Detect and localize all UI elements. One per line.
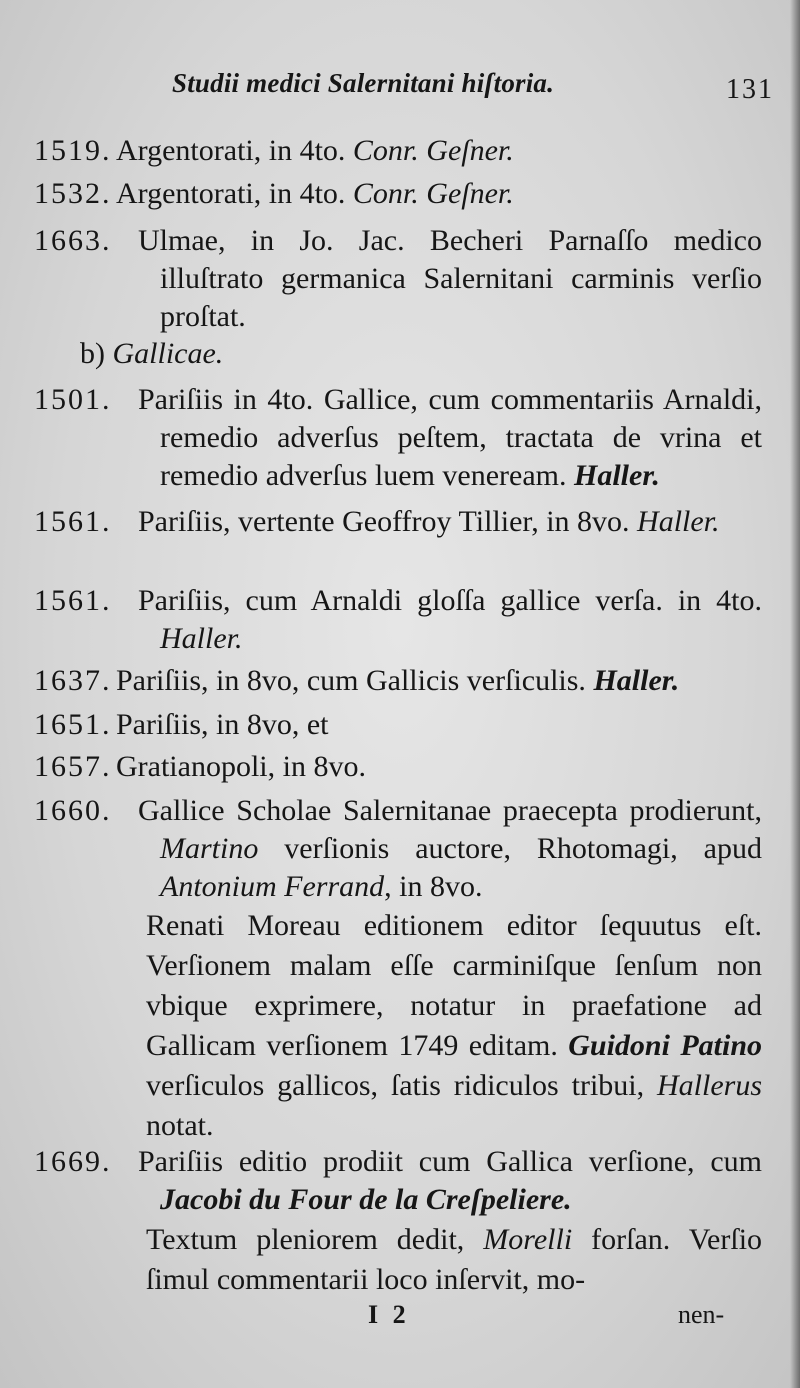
note-text: verſiculos gallicos, ſatis ridiculos tribui, [146, 1069, 645, 1102]
entry-text [116, 662, 762, 700]
note-text: forſan. Verſio ſimul commentarii loco inſervit, mo- [146, 1223, 763, 1296]
entry-body: Gratianopoli, in 8vo. [116, 750, 366, 783]
entry-citation: Haller. [637, 505, 720, 538]
entry-year: 1657. [34, 750, 112, 783]
entry-year: 1669. [34, 1145, 112, 1178]
note-person: Hallerus [657, 1069, 763, 1102]
entry-year: 1651. [34, 708, 112, 741]
entry-person: Jacobi du Four de la Creſpeliere. [160, 1183, 572, 1216]
entry-citation: Haller. [593, 664, 680, 697]
entry-text [116, 706, 762, 744]
entry-text [138, 1143, 762, 1219]
entry-citation: Conr. Geſner. [352, 134, 514, 167]
entry-body: Argentorati, in 4to. [116, 177, 346, 210]
entry-year: 1637. [34, 664, 112, 697]
entry-body: Pariſiis editio prodiit cum Gallica verſione, cum [138, 1145, 762, 1178]
entry-year: 1501. [34, 383, 112, 416]
entry-person: Antonium Ferrand [160, 870, 385, 903]
note-person: Morelli [483, 1223, 573, 1256]
section-label: b) [80, 337, 105, 370]
entry-citation: Haller. [574, 459, 660, 492]
entry-text [138, 582, 762, 658]
entry-year: 1660. [34, 794, 112, 827]
entry-text [116, 132, 762, 170]
entry-person: Martino [160, 832, 259, 865]
entry-text [116, 748, 762, 786]
entry-note [146, 906, 762, 1146]
page-footer [0, 1300, 800, 1340]
entry-year: 1519. [34, 134, 112, 167]
entry-text [138, 503, 762, 541]
entry-text [138, 381, 762, 495]
signature-mark: I 2 [368, 1300, 410, 1329]
entry-citation: Conr. Geſner. [352, 177, 514, 210]
entry-body: Pariſiis in 4to. Gallice, cum commentariis Arnaldi, remedio adverſus peſtem, tractata de vrina et remedio adverſus luem veneream. [138, 383, 762, 492]
entry-body: verſionis auctore, Rhotomagi, apud [284, 832, 762, 865]
entry-body: Gallice Scholae Salernitanae praecepta prodierunt, [138, 794, 762, 827]
running-title: Studii medici Salernitani hiſtoria. [172, 68, 555, 98]
entry-body: Ulmae, in Jo. Jac. Becheri Parnaſſo medico illuſtrato germanica Salernitani carminis verſio proſtat. [138, 224, 762, 333]
entry-body: Pariſiis, in 8vo, et [116, 708, 329, 741]
note-person: Guidoni Patino [568, 1029, 763, 1062]
entry-year: 1663. [34, 224, 112, 257]
entry-citation: Haller. [160, 622, 243, 655]
entry-note [146, 1220, 762, 1300]
entry-body: Pariſiis, in 8vo, cum Gallicis verſiculis. [116, 664, 586, 697]
entry-body: Argentorati, in 4to. [116, 134, 346, 167]
section-heading [80, 335, 223, 373]
page-number: 131 [726, 74, 774, 105]
entry-year: 1532. [34, 177, 112, 210]
note-text: Renati Moreau editionem editor ſequutus eſt. Verſionem malam eſſe carminiſque ſenſum non vbique exprimere, notatur in praefatione ad Gallicam verſionem 1749 editam. [146, 909, 762, 1062]
section-title: Gallicae. [112, 337, 224, 370]
note-text: notat. [146, 1109, 214, 1142]
entry-text [138, 792, 762, 906]
catchword: nen- [678, 1300, 725, 1329]
entry-body: Pariſiis, vertente Geoffroy Tillier, in 8vo. [138, 505, 630, 538]
note-text: Textum pleniorem dedit, [146, 1223, 465, 1256]
entry-body: Pariſiis, cum Arnaldi gloſſa gallice verſa. in 4to. [138, 584, 762, 617]
entry-text [138, 222, 762, 336]
entry-text [116, 175, 762, 213]
page-header [0, 68, 800, 108]
entry-year: 1561. [34, 505, 112, 538]
entry-year: 1561. [34, 584, 112, 617]
entry-body: , in 8vo. [384, 870, 483, 903]
